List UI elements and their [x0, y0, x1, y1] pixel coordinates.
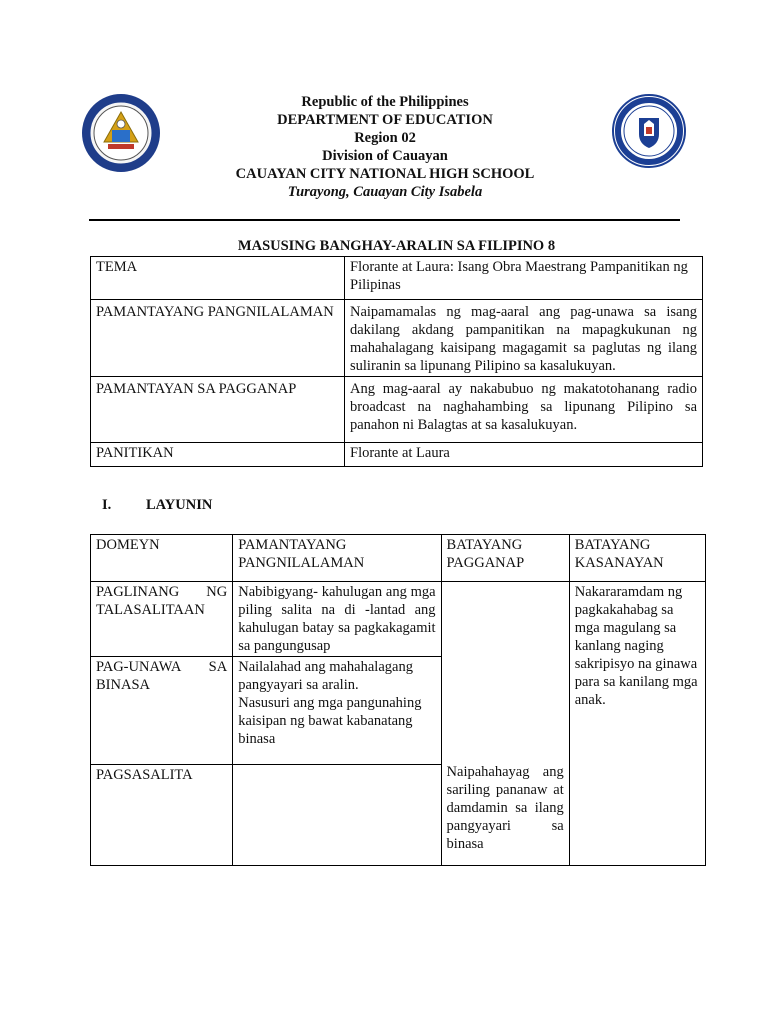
domain-cell: PAG-UNAWA SA BINASA — [91, 657, 233, 765]
section-number: I. — [102, 497, 112, 513]
header-school: CAUAYAN CITY NATIONAL HIGH SCHOOL — [235, 166, 535, 182]
header-divider — [89, 219, 680, 221]
column-header: BATAYANG KASANAYAN — [569, 535, 705, 582]
info-value: Naipamamalas ng mag-aaral ang pag-unawa sa isang dakilang akdang pampanitikan na mapagkukunan ng mahahalagang kaisipang magagamit sa paglutas ng ilang suliranin sa lipunang Pilipino sa kasalukuyan. — [345, 300, 703, 377]
deped-seal-icon — [612, 94, 686, 168]
info-value: Ang mag-aaral ay nakabubuo ng makatotohanang radio broadcast na naghahambing sa lipunang Pilipino sa panahon ni Balagtas at sa kasalukuyan. — [345, 377, 703, 443]
performance-text: Naipahahayag ang sariling pananaw at damdamin sa ilang pangyayari sa binasa — [446, 764, 564, 852]
info-label: TEMA — [91, 257, 345, 300]
school-seal-icon — [82, 94, 160, 172]
info-label: PAMANTAYANG PANGNILALAMAN — [91, 300, 345, 377]
header-address: Turayong, Cauayan City Isabela — [287, 184, 483, 200]
info-label: PANITIKAN — [91, 443, 345, 467]
header-region: Region 02 — [354, 130, 416, 146]
header-division: Division of Cauayan — [322, 148, 448, 164]
domain-cell: PAGSASALITA — [91, 765, 233, 866]
header-department: DEPARTMENT OF EDUCATION — [277, 112, 493, 128]
table-header-row — [91, 535, 706, 582]
header-republic: Republic of the Philippines — [301, 94, 469, 110]
performance-cell — [441, 582, 569, 866]
school-seal-logo — [82, 94, 160, 172]
content-standard-cell — [233, 765, 441, 866]
domain-cell: PAGLINANG NG TALASALITAAN — [91, 582, 233, 657]
deped-seal-logo — [612, 94, 686, 168]
column-header: PAMANTAYANG PANGNILALAMAN — [233, 535, 441, 582]
info-value: Florante at Laura — [345, 443, 703, 467]
objectives-table — [90, 534, 706, 866]
content-standard-cell: Nailalahad ang mahahalagang pangyayari sa aralin. Nasusuri ang mga pangunahing kaisipan ng bawat kabanatang binasa — [233, 657, 441, 765]
letterhead — [180, 93, 590, 201]
column-header: DOMEYN — [91, 535, 233, 582]
table-row — [91, 257, 703, 300]
skills-cell — [569, 582, 705, 866]
column-header: BATAYANG PAGGANAP — [441, 535, 569, 582]
table-row — [91, 300, 703, 377]
content-standard-cell: Nabibigyang- kahulugan ang mga piling salita na di -lantad ang kahulugan batay sa pagkakagamit sa pangungusap — [233, 582, 441, 657]
section-heading — [102, 497, 212, 514]
table-row — [91, 377, 703, 443]
lesson-info-table — [90, 256, 703, 467]
info-label: PAMANTAYAN SA PAGGANAP — [91, 377, 345, 443]
table-row — [91, 443, 703, 467]
info-value: Florante at Laura: Isang Obra Maestrang Pampanitikan ng Pilipinas — [345, 257, 703, 300]
document-title: MASUSING BANGHAY-ARALIN SA FILIPINO 8 — [237, 238, 556, 254]
skills-text: Nakararamdam ng pagkakahabag sa mga magulang sa kanlang naging sakripisyo na ginawa para sa kanilang mga anak. — [574, 584, 698, 708]
table-row — [91, 582, 706, 657]
section-label: LAYUNIN — [146, 497, 213, 513]
